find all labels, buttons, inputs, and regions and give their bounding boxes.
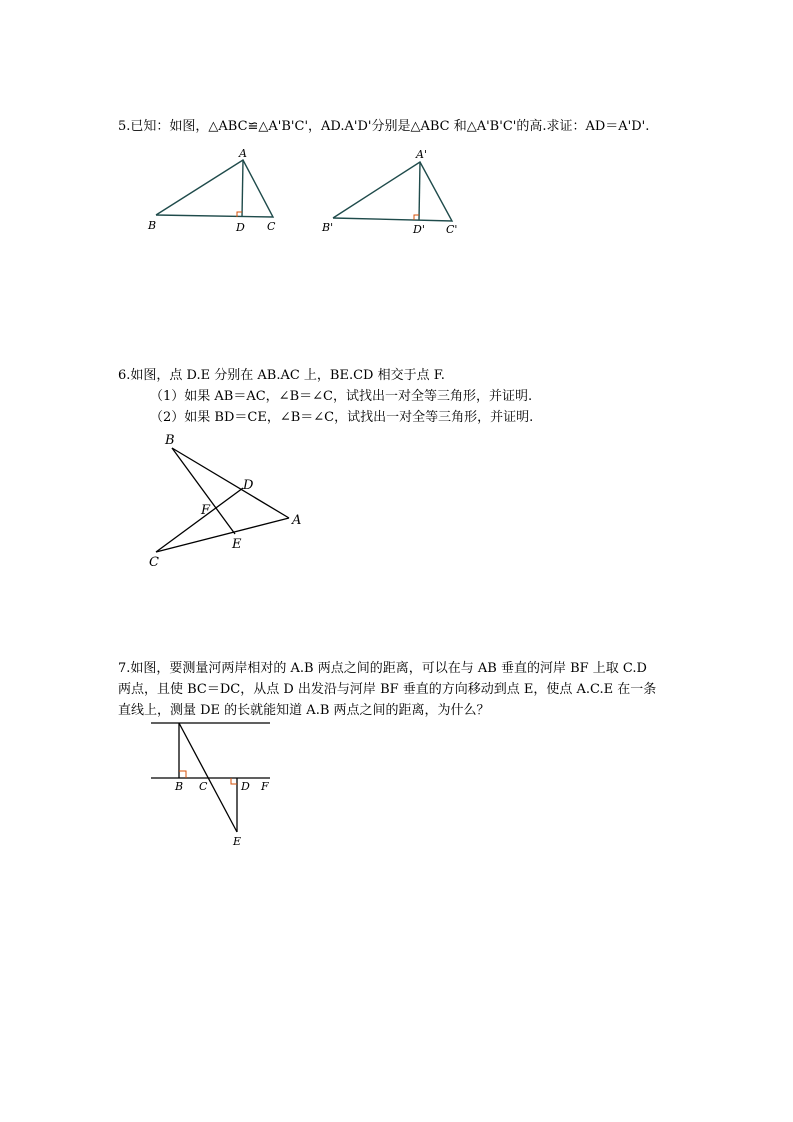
label-d: D [243,478,254,493]
label-a: A [239,147,247,160]
label-e: E [232,537,242,552]
problem-6-text: 6.如图，点 D.E 分别在 AB.AC 上，BE.CD 相交于点 F. [118,368,445,383]
label-b: B [148,219,157,232]
label-f: F [261,780,269,793]
problem-7-line2: 两点，且使 BC＝DC，从点 D 出发沿与河岸 BF 垂直的方向移动到点 E，使点 A.C.E 在一条 [118,682,657,697]
problem-6-sub2: （2）如果 BD＝CE，∠B＝∠C，试找出一对全等三角形，并证明. [150,410,534,425]
label-c-prime: C' [446,223,458,236]
problem-7-line3: 直线上，测量 DE 的长就能知道 A.B 两点之间的距离，为什么？ [118,703,490,718]
label-c: C [149,555,159,570]
label-a-prime: A' [416,148,427,161]
label-a: A [292,513,302,528]
label-d-prime: D' [413,223,425,236]
problem-7-line1: 7.如图，要测量河两岸相对的 A.B 两点之间的距离，可以在与 AB 垂直的河岸 BF 上取 C.D [118,661,647,676]
label-c: C [267,220,276,233]
label-d: D [241,780,250,793]
label-f: F [201,503,211,518]
label-d: D [236,221,245,234]
problem-5-text: 5.已知：如图，△ABC≌△A'B'C'，AD.A'D'分别是△ABC 和△A'B'C'的高.求证：AD＝A'D'. [118,119,650,134]
label-e: E [233,835,242,848]
label-b-prime: B' [322,221,334,234]
problem-6-sub1: （1）如果 AB＝AC，∠B＝∠C，试找出一对全等三角形，并证明. [150,389,533,404]
label-c: C [199,780,208,793]
label-b: B [165,433,175,448]
label-b: B [175,780,184,793]
